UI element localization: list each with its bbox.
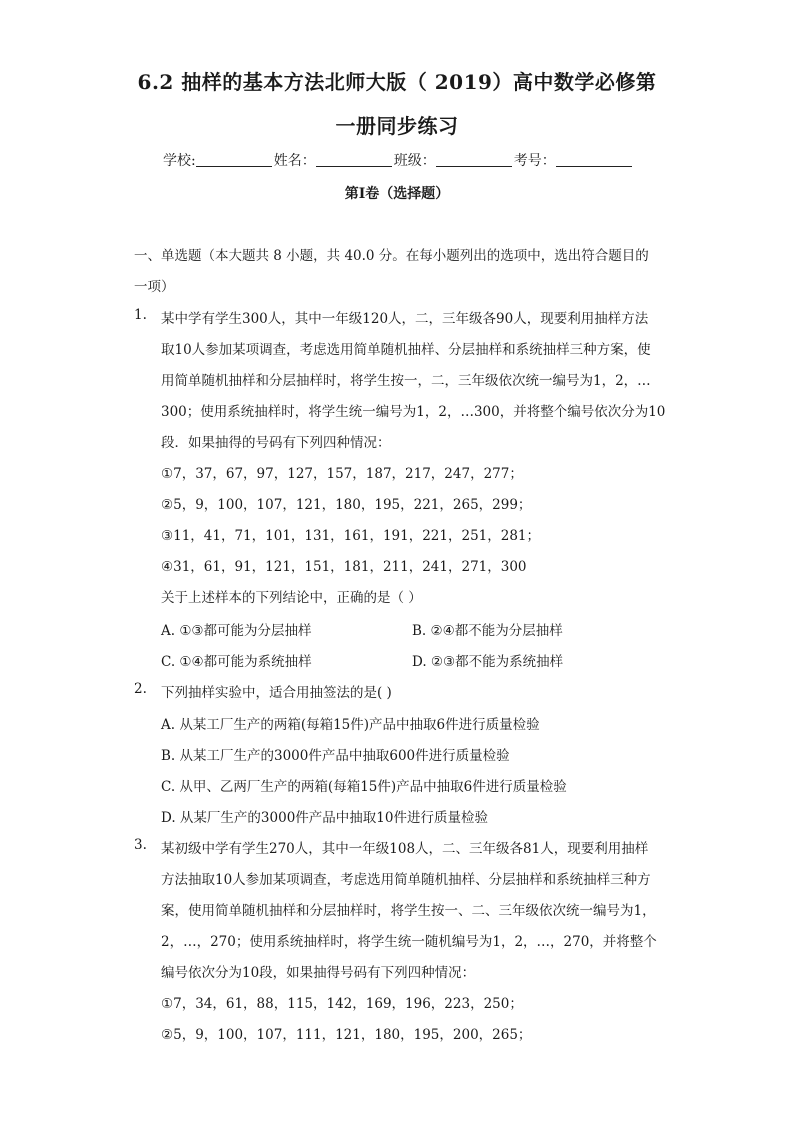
question-2-option-c[interactable]: C. 从甲、乙两厂生产的两箱(每箱15件)产品中抽取6件进行质量检验	[161, 779, 567, 795]
question-1-line: ②5，9，100，107，121，180，195，221，265，299；	[161, 497, 532, 513]
student-info-row	[163, 150, 634, 170]
document-title-line2: 一册同步练习	[335, 114, 459, 138]
question-1-line: ④31，61，91，121，151，181，211，241，271，300	[161, 559, 527, 575]
school-blank[interactable]	[196, 152, 272, 167]
question-3-line: 某初级中学有学生270人，其中一年级108人，二、三年级各81人，现要利用抽样	[161, 841, 649, 857]
name-label: 姓名：	[273, 153, 316, 169]
question-3-line: ②5，9，100，107，111，121，180，195，200，265；	[161, 1027, 532, 1043]
question-2-stem: 下列抽样实验中，适合用抽签法的是( )	[161, 685, 392, 701]
question-3-line: ①7，34，61，88，115，142，169，196，223，250；	[161, 996, 523, 1012]
question-2-number: 2.	[134, 681, 147, 697]
section-heading: 一、单选题（本大题共 8 小题，共 40.0 分。在每小题列出的选项中，选出符合题目的	[134, 248, 649, 264]
question-1-line: 段．如果抽得的号码有下列四种情况：	[161, 435, 391, 451]
volume-heading: 第I卷（选择题）	[344, 186, 450, 202]
question-1-option-d[interactable]: D. ②③都不能为系统抽样	[412, 654, 564, 670]
class-blank[interactable]	[436, 152, 512, 167]
question-2-option-d[interactable]: D. 从某厂生产的3000件产品中抽取10件进行质量检验	[161, 810, 488, 826]
question-3-line: 2，…，270；使用系统抽样时，将学生统一随机编号为1，2，…，270，并将整个	[161, 934, 657, 950]
question-1-line: ①7，37，67，97，127，157，187，217，247，277；	[161, 466, 523, 482]
question-1-line: 300；使用系统抽样时，将学生统一编号为1，2，…300，并将整个编号依次分为10	[161, 404, 666, 420]
question-1-line: 某中学有学生300人，其中一年级120人，二，三年级各90人，现要利用抽样方法	[161, 311, 649, 327]
question-3-line: 方法抽取10人参加某项调查，考虑选用简单随机抽样、分层抽样和系统抽样三种方	[161, 872, 651, 888]
question-1-option-b[interactable]: B. ②④都不能为分层抽样	[412, 623, 563, 639]
question-1-option-c[interactable]: C. ①④都可能为系统抽样	[161, 654, 312, 670]
name-blank[interactable]	[316, 152, 392, 167]
question-1-line: 关于上述样本的下列结论中，正确的是（ ）	[161, 590, 422, 606]
question-1-line: 用简单随机抽样和分层抽样时，将学生按一，二，三年级依次统一编号为1，2，…	[161, 373, 651, 389]
school-label: 学校:	[163, 153, 196, 169]
question-3-line: 案，使用简单随机抽样和分层抽样时，将学生按一、二、三年级依次统一编号为1，	[161, 903, 656, 919]
question-3-line: 编号依次分为10段，如果抽得号码有下列四种情况：	[161, 965, 476, 981]
question-1-option-a[interactable]: A. ①③都可能为分层抽样	[161, 623, 312, 639]
question-1-number: 1.	[134, 307, 147, 323]
document-title-line1: 6.2 抽样的基本方法北师大版（ 2019）高中数学必修第	[137, 70, 657, 94]
question-2-option-a[interactable]: A. 从某工厂生产的两箱(每箱15件)产品中抽取6件进行质量检验	[161, 717, 540, 733]
section-heading-cont: 一项）	[134, 279, 175, 295]
class-label: 班级：	[393, 153, 436, 169]
question-2-option-b[interactable]: B. 从某工厂生产的3000件产品中抽取600件进行质量检验	[161, 748, 510, 764]
question-3-number: 3.	[134, 837, 147, 853]
number-label: 考号：	[513, 153, 556, 169]
question-1-line: 取10人参加某项调查，考虑选用简单随机抽样、分层抽样和系统抽样三种方案，使	[161, 342, 651, 358]
question-1-line: ③11，41，71，101，131，161，191，221，251，281；	[161, 528, 541, 544]
number-blank[interactable]	[556, 152, 632, 167]
